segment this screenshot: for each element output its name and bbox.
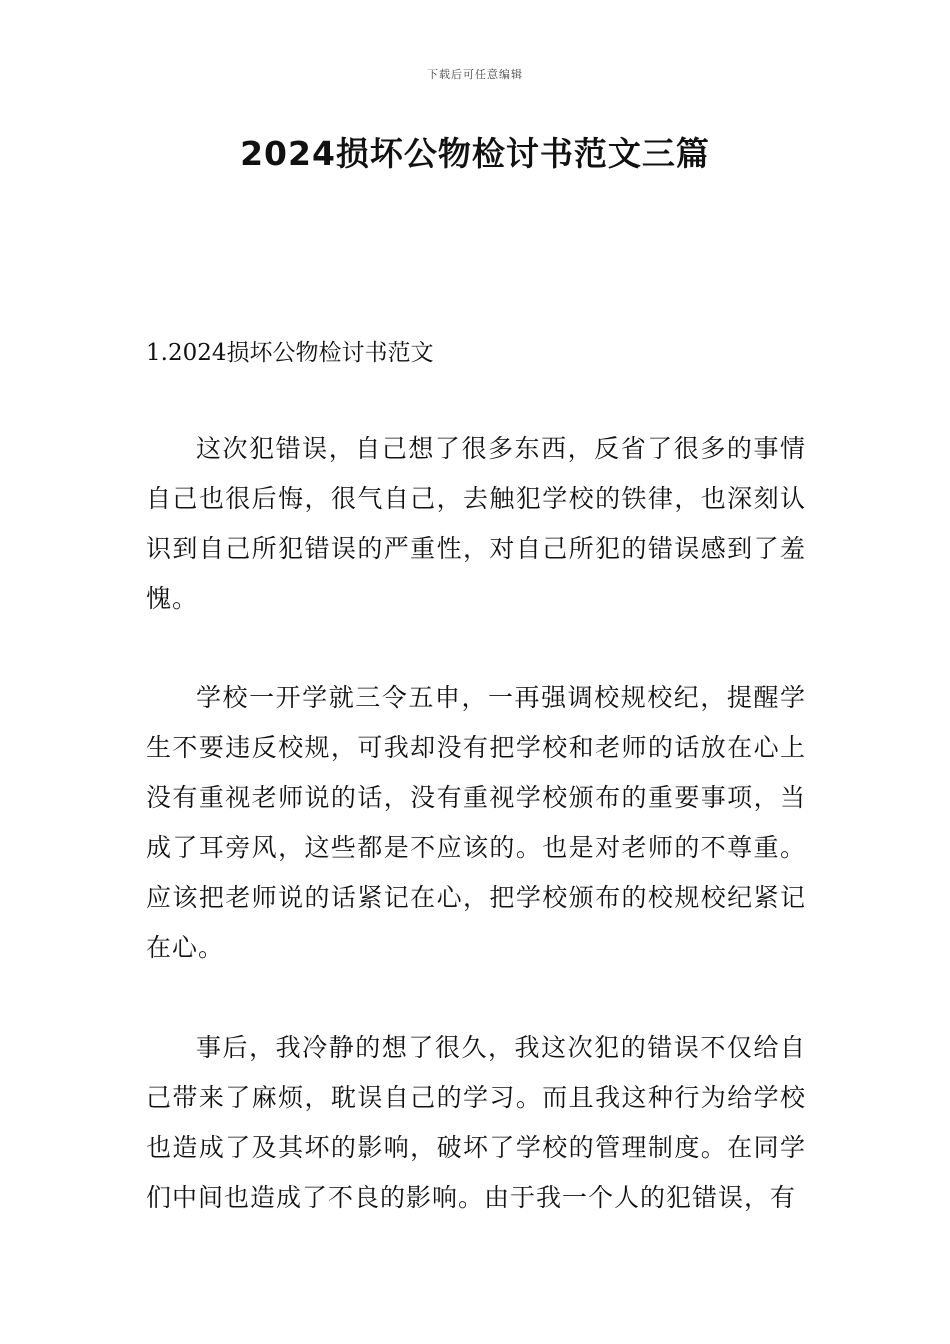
body-paragraph-2: 学校一开学就三令五申，一再强调校规校纪，提醒学生不要违反校规，可我却没有把学校和老师的话放在心上没有重视老师说的话，没有重视学校颁布的重要事项，当成了耳旁风，这些都是不应该的。也是对老师的不尊重。应该把老师说的话紧记在心，把学校颁布的校规校纪紧记在心。 xyxy=(146,683,806,962)
body-paragraph-1: 这次犯错误，自己想了很多东西，反省了很多的事情自己也很后悔，很气自己，去触犯学校的铁律，也深刻认识到自己所犯错误的严重性，对自己所犯的错误感到了羞愧。 xyxy=(146,434,806,613)
header-note: 下载后可任意编辑 xyxy=(427,68,523,81)
body-paragraph-3: 事后，我冷静的想了很久，我这次犯的错误不仅给自己带来了麻烦，耽误自己的学习。而且我这种行为给学校也造成了及其坏的影响，破坏了学校的管理制度。在同学们中间也造成了不良的影响。由于我一个人的犯错误，有 xyxy=(146,1033,806,1212)
document-title: 2024损坏公物检讨书范文三篇 xyxy=(240,134,710,173)
section-heading: 1.2024损坏公物检讨书范文 xyxy=(146,340,434,366)
